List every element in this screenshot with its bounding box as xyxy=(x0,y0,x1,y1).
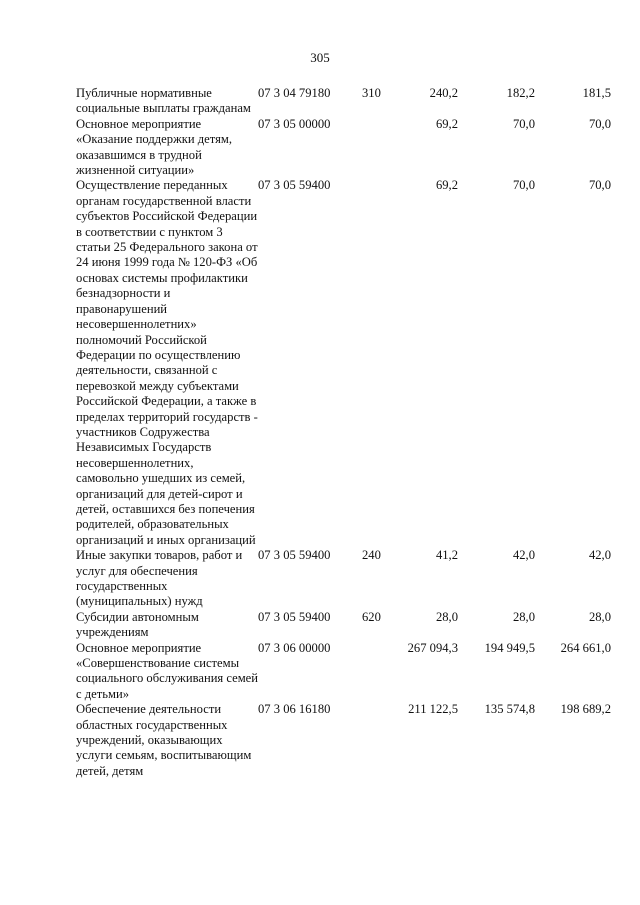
amount-year-1: 69,2 xyxy=(435,116,458,131)
expense-type-code xyxy=(362,702,392,779)
row-name: Субсидии автономным учреждениям xyxy=(76,609,199,640)
amount-year-3: 70,0 xyxy=(588,116,611,131)
amount-year-3: 28,0 xyxy=(588,609,611,624)
expense-type-code: 620 xyxy=(362,609,381,624)
expense-type-code: 310 xyxy=(362,86,381,100)
amount-year-2: 28,0 xyxy=(512,609,535,624)
amount-year-1: 267 094,3 xyxy=(407,640,458,655)
expense-type-code xyxy=(362,117,392,179)
amount-year-3: 70,0 xyxy=(588,178,611,193)
budget-table-body xyxy=(76,86,611,779)
amount-year-2: 42,0 xyxy=(512,548,535,563)
expense-type-code xyxy=(362,178,392,548)
budget-table xyxy=(76,86,611,779)
row-name: Обеспечение деятельности областных государственных учреждений, оказывающих услуги семьям, воспитывающим детей, детям xyxy=(76,702,252,778)
target-article-code: 07 3 06 00000 xyxy=(258,640,331,655)
amount-year-1: 41,2 xyxy=(435,548,458,563)
target-article-code: 07 3 06 16180 xyxy=(258,702,331,717)
amount-year-1: 28,0 xyxy=(435,609,458,624)
expense-type-code xyxy=(362,641,392,703)
expense-type-code: 240 xyxy=(362,548,381,563)
amount-year-3: 198 689,2 xyxy=(560,702,611,717)
amount-year-3: 181,5 xyxy=(582,86,611,100)
target-article-code: 07 3 05 59400 xyxy=(258,178,331,193)
amount-year-3: 42,0 xyxy=(588,548,611,563)
amount-year-1: 211 122,5 xyxy=(408,702,458,717)
target-article-code: 07 3 04 79180 xyxy=(258,86,331,100)
table-row xyxy=(76,86,611,117)
page-number: 305 xyxy=(310,50,330,65)
amount-year-2: 182,2 xyxy=(506,86,535,100)
amount-year-2: 135 574,8 xyxy=(484,702,535,717)
table-row xyxy=(76,178,611,548)
amount-year-2: 70,0 xyxy=(512,178,535,193)
target-article-code: 07 3 05 59400 xyxy=(258,609,331,624)
amount-year-1: 240,2 xyxy=(429,86,458,100)
amount-year-1: 69,2 xyxy=(435,178,458,193)
amount-year-3: 264 661,0 xyxy=(560,640,611,655)
target-article-code: 07 3 05 59400 xyxy=(258,548,331,563)
amount-year-2: 194 949,5 xyxy=(484,640,535,655)
row-name: Осуществление переданных органам государственной власти субъектов Российской Федерации в соответствии с пунктом 3 статьи 25 Федерального закона от 24 июня 1999 года № 120-ФЗ «Об основах системы профилактики безнадзорности и правонарушений несовершеннолетних» полномочий Российской Федерации по осуществлению деятельности, связанной с перевозкой между субъектами Российской Федерации, а также в пределах территорий государств - участников Содружества Независимых Государств несовершеннолетних, самовольно ушедших из семей, организаций для детей-сирот и детей, оставшихся без попечения родителей, образовательных организаций и иных организаций xyxy=(76,178,258,547)
table-row xyxy=(76,548,611,610)
table-row xyxy=(76,610,611,641)
row-name: Основное мероприятие «Оказание поддержки детям, оказавшимся в трудной жизненной ситуации» xyxy=(76,116,233,178)
table-row xyxy=(76,702,611,779)
row-name: Иные закупки товаров, работ и услуг для обеспечения государственных (муниципальных) нужд xyxy=(76,548,243,609)
target-article-code: 07 3 05 00000 xyxy=(258,116,331,131)
table-row xyxy=(76,641,611,703)
amount-year-2: 70,0 xyxy=(512,116,535,131)
row-name: Публичные нормативные социальные выплаты гражданам xyxy=(76,86,251,116)
row-name: Основное мероприятие «Совершенствование системы социального обслуживания семей с детьми» xyxy=(76,640,259,701)
table-row xyxy=(76,117,611,179)
